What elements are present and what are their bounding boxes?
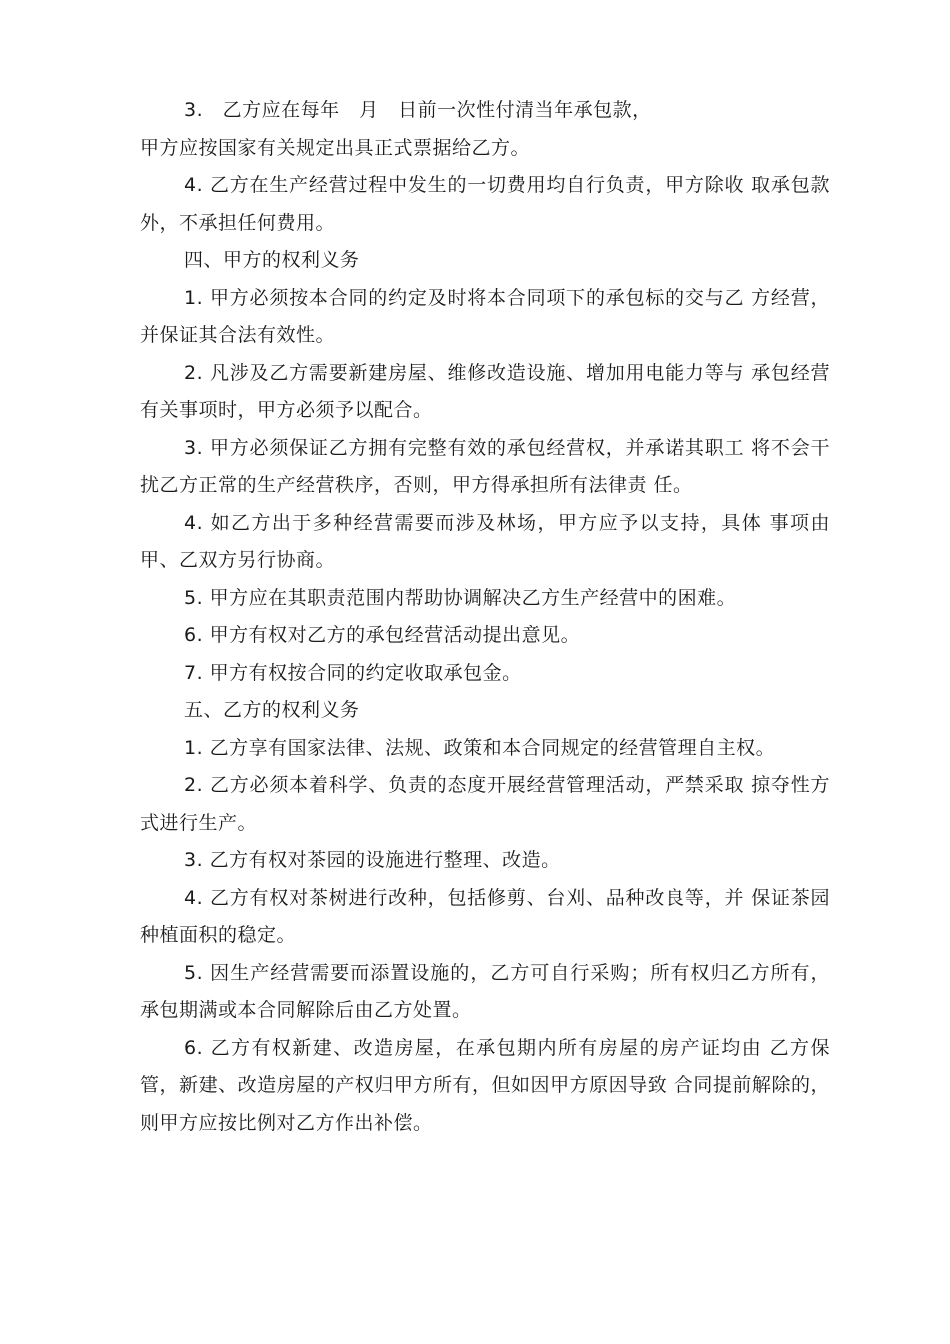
paragraph-a-5: 5. 甲方应在其职责范围内帮助协调解决乙方生产经营中的困难。 <box>184 586 737 609</box>
section-heading-party-b: 五、乙方的权利义务 <box>184 699 360 721</box>
paragraph-a-6: 6. 甲方有权对乙方的承包经营活动提出意见。 <box>184 624 581 646</box>
paragraph-expenses: 4. 乙方在生产经营过程中发生的一切费用均自行负责，甲方除收 取承包款外，不承担任何费用。 <box>140 174 830 234</box>
paragraph-payment-deadline: 3. 乙方应在每年 月 日前一次性付清当年承包款， <box>184 99 652 121</box>
paragraph-b-4: 4. 乙方有权对茶树进行改种，包括修剪、台刈、品种改良等，并 保证茶园种植面积的稳定。 <box>140 886 830 946</box>
paragraph-b-6: 6. 乙方有权新建、改造房屋，在承包期内所有房屋的房产证均由 乙方保管，新建、改造房屋的产权归甲方所有，但如因甲方原因导致 合同提前解除的，则甲方应按比例对乙方作出补偿。 <box>140 1036 830 1134</box>
paragraph-a-3: 3. 甲方必须保证乙方拥有完整有效的承包经营权，并承诺其职工 将不会干扰乙方正常的生产经营秩序，否则，甲方得承担所有法律责 任。 <box>140 436 830 496</box>
section-heading-party-a: 四、甲方的权利义务 <box>184 249 360 271</box>
paragraph-b-2: 2. 乙方必须本着科学、负责的态度开展经营管理活动，严禁采取 掠夺性方式进行生产。 <box>140 774 830 834</box>
paragraph-b-1: 1. 乙方享有国家法律、法规、政策和本合同规定的经营管理自主权。 <box>184 736 776 759</box>
paragraph-b-5: 5. 因生产经营需要而添置设施的，乙方可自行采购；所有权归乙方所有，承包期满或本合同解除后由乙方处置。 <box>140 961 830 1021</box>
paragraph-a-1: 1. 甲方必须按本合同的约定及时将本合同项下的承包标的交与乙 方经营，并保证其合法有效性。 <box>140 286 830 346</box>
paragraph-a-4: 4. 如乙方出于多种经营需要而涉及林场，甲方应予以支持，具体 事项由甲、乙双方另行协商。 <box>140 511 830 571</box>
paragraph-b-3: 3. 乙方有权对茶园的设施进行整理、改造。 <box>184 849 561 871</box>
paragraph-receipt: 甲方应按国家有关规定出具正式票据给乙方。 <box>140 136 531 159</box>
document-body <box>140 92 830 1142</box>
paragraph-a-7: 7. 甲方有权按合同的约定收取承包金。 <box>184 661 522 684</box>
paragraph-a-2: 2. 凡涉及乙方需要新建房屋、维修改造设施、增加用电能力等与 承包经营有关事项时，甲方必须予以配合。 <box>140 361 830 421</box>
